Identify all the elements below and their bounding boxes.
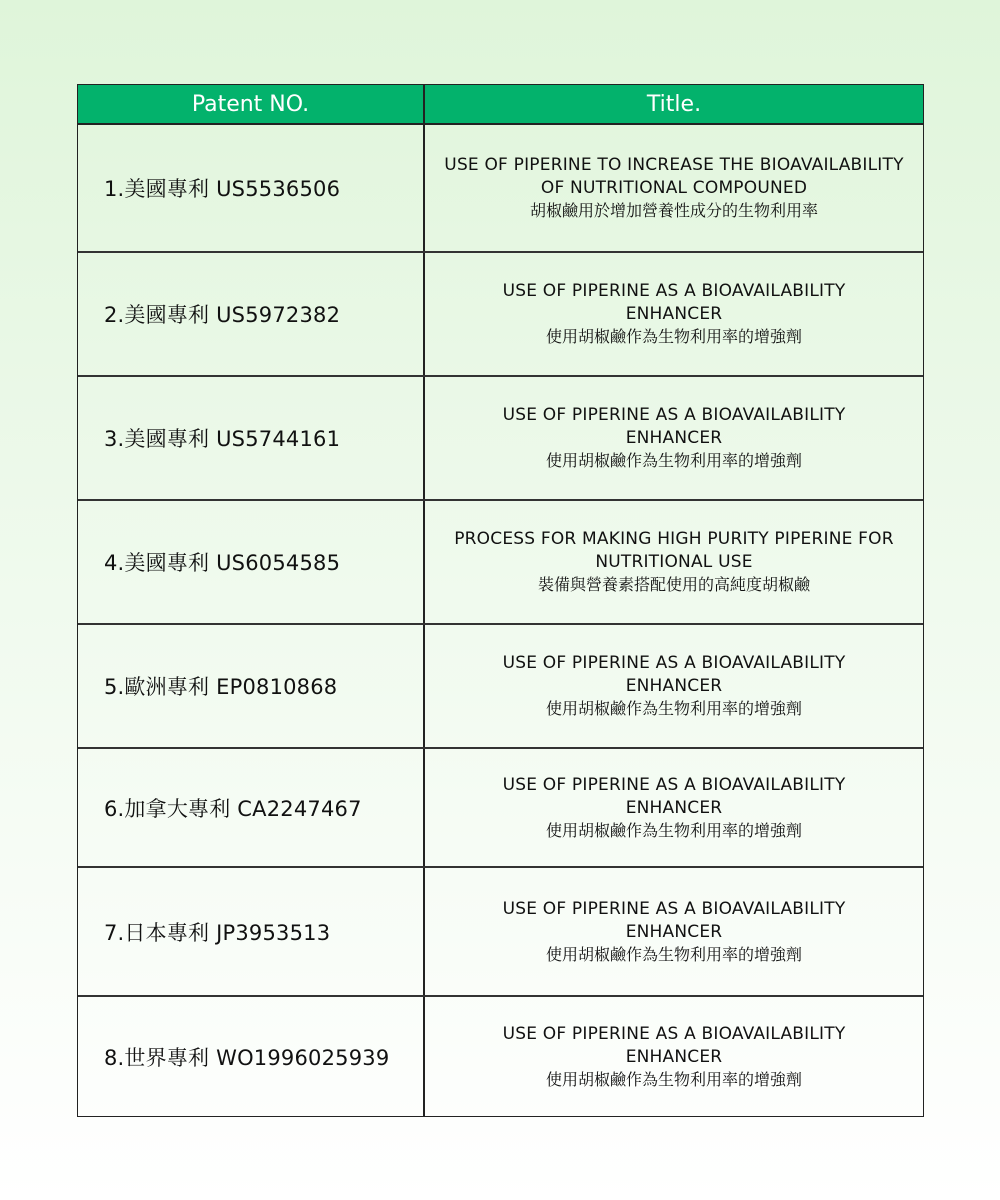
patent-number-cell: 6.加拿大專利 CA2247467 (78, 749, 425, 866)
table-row (78, 749, 923, 868)
header-patent-no: Patent NO. (78, 85, 425, 123)
title-chinese: 胡椒鹼用於增加營養性成分的生物利用率 (529, 201, 818, 220)
table-row (78, 868, 923, 997)
patent-number-cell: 2.美國專利 US5972382 (78, 253, 425, 375)
table-row (78, 377, 923, 501)
table-row (78, 253, 923, 377)
table-header (78, 85, 923, 125)
title-english: PROCESS FOR MAKING HIGH PURITY PIPERINE FOR NUTRITIONAL USE (454, 529, 894, 572)
title-chinese: 使用胡椒鹼作為生物利用率的增強劑 (545, 699, 802, 718)
title-english: USE OF PIPERINE AS A BIOAVAILABILITY ENHANCER (502, 405, 846, 448)
title-english: USE OF PIPERINE AS A BIOAVAILABILITY ENHANCER (502, 898, 846, 942)
title-chinese: 裝備與營養素搭配使用的高純度胡椒鹼 (537, 575, 810, 594)
patent-title-cell (425, 997, 923, 1116)
patent-title-cell (425, 625, 923, 747)
patent-title-cell (425, 501, 923, 623)
title-chinese: 使用胡椒鹼作為生物利用率的增強劑 (545, 944, 802, 964)
header-title: Title. (646, 91, 702, 117)
patent-number-cell: 5.歐洲專利 EP0810868 (78, 625, 425, 747)
patent-number-cell: 7.日本專利 JP3953513 (78, 868, 425, 995)
title-english: USE OF PIPERINE AS A BIOAVAILABILITY ENHANCER (502, 653, 846, 696)
patent-title-cell (425, 868, 923, 995)
patent-title-cell (425, 125, 923, 251)
title-chinese: 使用胡椒鹼作為生物利用率的增強劑 (545, 820, 802, 840)
table-row (78, 501, 923, 625)
title-english: USE OF PIPERINE TO INCREASE THE BIOAVAILABILITY OF NUTRITIONAL COMPOUNED (444, 155, 904, 198)
patent-title-cell (425, 749, 923, 866)
table-row (78, 625, 923, 749)
patent-number-cell: 8.世界專利 WO1996025939 (78, 997, 425, 1116)
title-chinese: 使用胡椒鹼作為生物利用率的增強劑 (545, 451, 802, 470)
title-chinese: 使用胡椒鹼作為生物利用率的增強劑 (545, 1069, 802, 1089)
title-english: USE OF PIPERINE AS A BIOAVAILABILITY ENHANCER (502, 774, 846, 818)
patent-number-cell: 4.美國專利 US6054585 (78, 501, 425, 623)
title-chinese: 使用胡椒鹼作為生物利用率的增強劑 (545, 327, 802, 346)
patent-title-cell (425, 253, 923, 375)
patent-number-cell: 1.美國專利 US5536506 (78, 125, 425, 251)
title-english: USE OF PIPERINE AS A BIOAVAILABILITY ENHANCER (502, 1023, 846, 1067)
title-english: USE OF PIPERINE AS A BIOAVAILABILITY ENHANCER (502, 281, 846, 324)
patent-number-cell: 3.美國專利 US5744161 (78, 377, 425, 499)
patent-table (77, 84, 924, 1117)
table-row (78, 997, 923, 1116)
table-row (78, 125, 923, 253)
patent-title-cell (425, 377, 923, 499)
